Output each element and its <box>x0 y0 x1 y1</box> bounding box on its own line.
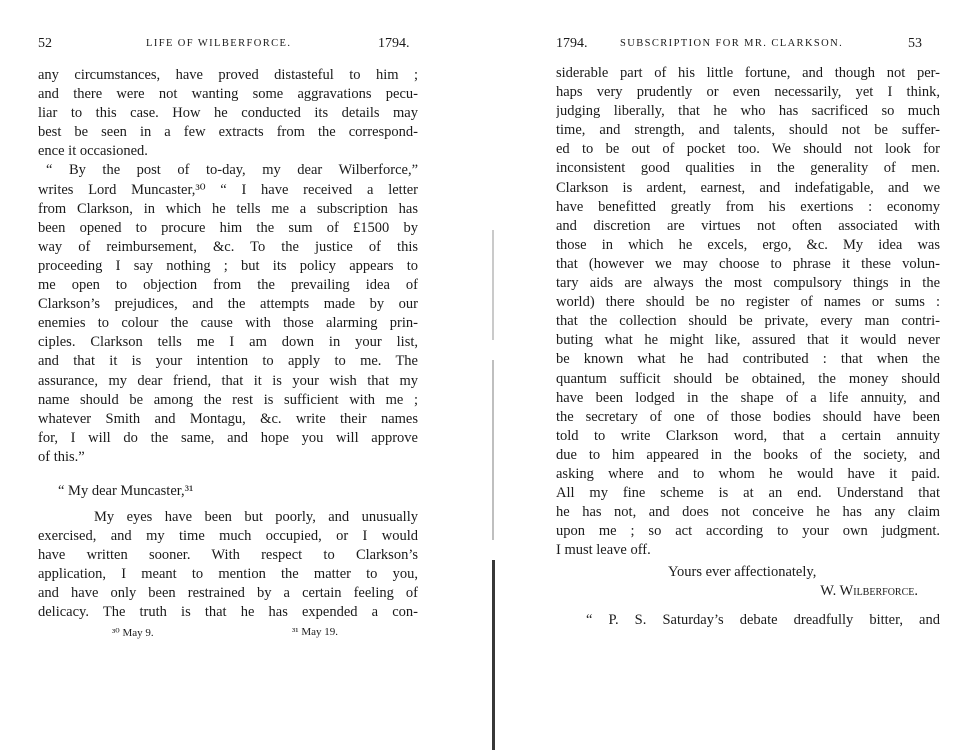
right-page <box>490 0 980 744</box>
right-running-year: 1794. <box>556 36 588 51</box>
text-line: judging liberally, that he who has sacrificed so much <box>556 103 940 120</box>
text-line: liar to this case. How he conducted its details may <box>38 105 418 122</box>
text-line: time, and strength, and talents, should not be suffer- <box>556 122 940 139</box>
text-line: those in which he excels, ergo, &c. My idea was <box>556 236 940 253</box>
text-line: world) there should be no register of names or sums : <box>556 294 940 311</box>
text-line: ciples. Clarkson tells me I am down in your list, <box>38 334 418 351</box>
text-line: writes Lord Muncaster,³⁰ “ I have received a letter <box>38 181 418 198</box>
text-line: the secretary of one of those bodies should have been <box>556 408 940 425</box>
text-line: tary aids are always the most compulsory things in the <box>556 275 940 292</box>
left-running-title: LIFE OF WILBERFORCE. <box>146 38 292 49</box>
text-line: and that it is your intention to apply to me. The <box>38 353 418 370</box>
left-page-number: 52 <box>38 36 52 51</box>
text-line: assurance, my dear friend, that it is your wish that my <box>38 372 418 389</box>
text-line: asking where and to whom he would have it paid. <box>556 465 940 482</box>
right-signature: W. Wilberforce. <box>820 583 918 600</box>
text-line: told to write Clarkson word, that a certain annuity <box>556 427 940 444</box>
text-line: have benefitted greatly from his exertions : economy <box>556 198 940 215</box>
text-line: siderable part of his little fortune, and though not per- <box>556 65 940 81</box>
text-line: have been lodged in the shape of a life annuity, and <box>556 389 940 406</box>
text-line: and discretion are virtues not often associated with <box>556 217 940 234</box>
text-line: I must leave off. <box>556 542 651 559</box>
right-closing-block <box>556 563 940 601</box>
text-line: haps very prudently or even necessarily, yet I think, <box>556 84 940 101</box>
text-line: “ By the post of to-day, my dear Wilberforce,” <box>46 162 418 179</box>
left-body-text-b <box>38 508 418 623</box>
text-line: any circumstances, have proved distasteful to him ; <box>38 67 418 83</box>
text-line: delicacy. The truth is that he has expended a con- <box>38 604 418 621</box>
text-line: been opened to procure him the sum of £1500 by <box>38 219 418 236</box>
text-line: he has not, and does not conceive he has any claim <box>556 504 940 521</box>
text-line: enemies to colour the cause with those alarming prin- <box>38 315 418 332</box>
text-line: proceeding I say nothing ; but its policy appears to <box>38 257 418 274</box>
text-line: name should be among the rest is sufficient with me ; <box>38 391 418 408</box>
text-line: that (however we may choose to phrase it these volun- <box>556 255 940 272</box>
text-line: due to him appeared in the books of the society, and <box>556 446 940 463</box>
text-line: that the collection should be private, every man contri- <box>556 313 940 330</box>
text-line: of this.” <box>38 448 85 465</box>
left-page <box>0 0 490 744</box>
text-line: ence it occasioned. <box>38 143 148 160</box>
right-postscript: “ P. S. Saturday’s debate dreadfully bitter, and <box>586 612 940 628</box>
right-running-title: SUBSCRIPTION FOR MR. CLARKSON. <box>620 38 844 49</box>
text-line: upon me ; so act according to your own judgment. <box>556 523 940 540</box>
text-line: me open to objection from the prevailing idea of <box>38 277 418 294</box>
text-line: be known what he had contributed : that when the <box>556 351 940 368</box>
left-running-year: 1794. <box>378 36 410 51</box>
right-page-number: 53 <box>908 36 922 51</box>
text-line: and have only been restrained by a certain feeling of <box>38 585 418 602</box>
text-line: exercised, and my time much occupied, or I would <box>38 528 418 545</box>
text-line: All my fine scheme is at an end. Understand that <box>556 485 940 502</box>
footnote-30: ³⁰ May 9. <box>112 627 154 639</box>
text-line: Clarkson’s prejudices, and the attempts made by our <box>38 296 418 313</box>
text-line: and there were not wanting some aggravations pecu- <box>38 86 418 103</box>
text-line: best be seen in a few extracts from the correspond- <box>38 124 418 141</box>
text-line: quantum sufficit should be obtained, the money should <box>556 370 940 387</box>
text-line: from Clarkson, in which he tells me a subscription has <box>38 200 418 217</box>
text-line: for, I will do the same, and hope you will approve <box>38 429 418 446</box>
text-line: whatever Smith and Montagu, &c. write their names <box>38 410 418 427</box>
text-line: inconsistent good qualities in the generality of men. <box>556 160 940 177</box>
text-line: Clarkson is ardent, earnest, and indefatigable, and we <box>556 179 940 196</box>
text-line: way of reimbursement, &c. To the justice of this <box>38 238 418 255</box>
right-body-text <box>556 64 940 560</box>
right-closing: Yours ever affectionately, <box>668 564 817 580</box>
left-body-text-a <box>38 66 418 467</box>
text-line: application, I meant to mention the matter to you, <box>38 566 418 583</box>
right-postscript-block <box>556 611 940 630</box>
text-line: buting what he might like, assured that it would never <box>556 332 940 349</box>
text-line: My eyes have been but poorly, and unusually <box>94 509 418 525</box>
text-line: have written sooner. With respect to Clarkson’s <box>38 547 418 564</box>
footnote-31: ³¹ May 19. <box>292 626 339 638</box>
left-salutation-block <box>58 482 418 501</box>
text-line: ed to be out of pocket too. We should not look for <box>556 141 940 158</box>
left-salutation: “ My dear Muncaster,³¹ <box>58 483 194 499</box>
